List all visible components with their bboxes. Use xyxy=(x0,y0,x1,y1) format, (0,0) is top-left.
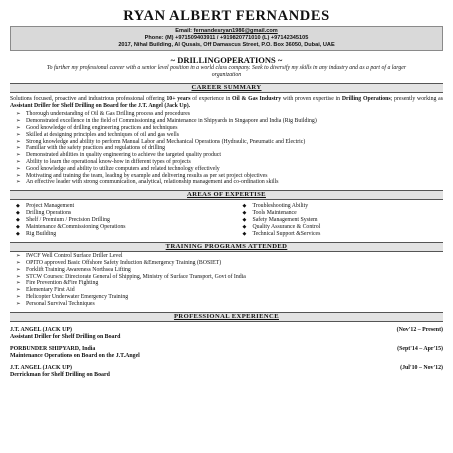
summary-bullet-item xyxy=(10,145,443,152)
arrow-bullet-icon: ➢ xyxy=(16,293,21,300)
expertise-label: Project Management xyxy=(26,203,75,210)
company-name: J.T. ANGEL (JACK UP) xyxy=(10,364,72,371)
section-title: CAREER SUMMARY xyxy=(191,84,262,92)
expertise-column-right xyxy=(217,203,444,238)
experience-entry xyxy=(10,365,443,379)
job-role: Derrickman for Shelf Drilling on Board xyxy=(10,371,110,378)
summary-bullet-text: Familiar with the safety practices and regulations of drilling xyxy=(26,145,166,152)
training-item xyxy=(10,287,443,294)
training-label: Helicopter Underwater Emergency Training xyxy=(26,293,129,300)
summary-highlight: Drilling Operations xyxy=(341,96,391,103)
summary-text: Solutions focused, proactive and industrious professional offering xyxy=(10,96,167,103)
experience-header xyxy=(10,365,443,372)
objective-title: ~ DRILLINGOPERATIONS ~ xyxy=(170,55,283,65)
summary-bullet-text: Demonstrated abilities in quality engineering to achieve the targeted quality product xyxy=(26,152,221,159)
section-title: AREAS OF EXPERTISE xyxy=(187,191,266,199)
training-item xyxy=(10,294,443,301)
expertise-grid xyxy=(10,203,443,238)
summary-highlight: 10+ years xyxy=(166,96,191,103)
expertise-label: Quality Assurance & Control xyxy=(252,224,321,231)
arrow-bullet-icon: ➢ xyxy=(16,259,21,266)
experience-entry xyxy=(10,346,443,360)
experience-header xyxy=(10,346,443,353)
arrow-bullet-icon: ➢ xyxy=(16,125,21,131)
objective-text: To further my professional career with a senior level position in a world class company. Seek to diversify my skills in any industry and as a part of a larger organization xyxy=(46,65,407,79)
arrow-bullet-icon: ➢ xyxy=(16,266,21,273)
employment-dates: (Nov'12 – Present) xyxy=(396,326,443,333)
training-label: IWCF Well Control Surface Driller Level xyxy=(26,253,123,260)
arrow-bullet-icon: ➢ xyxy=(16,280,21,287)
expertise-label: Troubleshooting Ability xyxy=(252,203,309,210)
email-label: Email: xyxy=(175,28,193,34)
summary-bullet-item xyxy=(10,132,443,139)
training-label: STCW Courses: Directorate General of Shipping, Ministry of Surface Transport, Govt of India xyxy=(26,273,246,280)
summary-bullet-text: Skilled at designing principles and techniques of oil and gas wells xyxy=(26,131,179,138)
arrow-bullet-icon: ➢ xyxy=(16,300,21,307)
diamond-bullet-icon: ◆ xyxy=(16,204,20,210)
summary-bullet-text: Motivating and training the team, leading by example and delivering results as per set project objectives xyxy=(26,172,268,179)
expertise-item xyxy=(237,203,444,210)
summary-text: of experience in xyxy=(190,96,233,103)
summary-bullet-text: Good knowledge and ability to utilize computers and related technology effectively xyxy=(26,165,220,172)
section-professional-experience xyxy=(10,312,443,322)
expertise-item xyxy=(237,217,444,224)
arrow-bullet-icon: ➢ xyxy=(16,172,21,179)
training-label: Elementary First Aid xyxy=(26,287,75,294)
summary-paragraph xyxy=(10,96,443,110)
arrow-bullet-icon: ➢ xyxy=(16,179,21,186)
experience-list xyxy=(10,327,443,379)
summary-bullet-item xyxy=(10,159,443,166)
training-label: Fire Prevention &Fire Fighting xyxy=(26,280,99,287)
arrow-bullet-icon: ➢ xyxy=(16,145,21,152)
training-item xyxy=(10,253,443,260)
arrow-bullet-icon: ➢ xyxy=(16,158,21,165)
summary-bullet-item xyxy=(10,125,443,132)
expertise-label: Rig Building xyxy=(26,231,57,238)
summary-text: with proven expertise in xyxy=(281,96,342,103)
summary-bullet-text: Thorough understanding of Oil & Gas Drilling process and procedures xyxy=(26,111,191,118)
expertise-label: Drilling Operations xyxy=(26,210,72,217)
training-item xyxy=(10,267,443,274)
summary-bullet-list xyxy=(10,111,443,186)
arrow-bullet-icon: ➢ xyxy=(16,152,21,159)
experience-entry xyxy=(10,327,443,341)
summary-highlight: Assistant Driller for Shelf Drilling on Board for the J.T. Angel (Jack Up). xyxy=(10,103,191,110)
arrow-bullet-icon: ➢ xyxy=(16,138,21,145)
training-item xyxy=(10,280,443,287)
arrow-bullet-icon: ➢ xyxy=(16,165,21,172)
employment-dates: (Sept'14 – Apr'15) xyxy=(397,345,443,352)
diamond-bullet-icon: ◆ xyxy=(16,211,20,217)
expertise-column-left xyxy=(10,203,217,238)
diamond-bullet-icon: ◆ xyxy=(16,232,20,238)
training-item xyxy=(10,274,443,281)
summary-bullet-text: An effective leader with strong communication, analytical, relationship management and co-ordination skills xyxy=(26,179,279,186)
contact-box xyxy=(10,26,443,51)
diamond-bullet-icon: ◆ xyxy=(242,225,247,231)
job-role: Assistant Driller for Shelf Drilling on Board xyxy=(10,333,121,340)
arrow-bullet-icon: ➢ xyxy=(16,111,21,118)
expertise-label: Safety Management System xyxy=(252,217,318,224)
expertise-label: Technical Support &Services xyxy=(252,231,321,238)
expertise-label: Tools Maintenance xyxy=(252,210,297,217)
resume-page xyxy=(10,8,443,379)
training-label: Personal Survival Techniques xyxy=(26,300,95,307)
summary-bullet-item xyxy=(10,152,443,159)
training-item xyxy=(10,260,443,267)
summary-bullet-item xyxy=(10,166,443,173)
email-line xyxy=(13,28,440,35)
section-areas-of-expertise xyxy=(10,190,443,200)
diamond-bullet-icon: ◆ xyxy=(242,218,247,224)
summary-bullet-text: Strong knowledge and ability to perform Manual Labor and Mechanical Operations (Hydraulic, Pneumatic and Electric) xyxy=(26,138,306,145)
arrow-bullet-icon: ➢ xyxy=(16,287,21,294)
summary-text: ; presently working as xyxy=(390,96,443,103)
training-item xyxy=(10,301,443,308)
arrow-bullet-icon: ➢ xyxy=(16,131,21,138)
expertise-item xyxy=(10,231,217,238)
summary-bullet-text: Good knowledge of drilling engineering practices and techniques xyxy=(26,125,178,131)
expertise-item xyxy=(10,217,217,224)
arrow-bullet-icon: ➢ xyxy=(16,273,21,280)
expertise-item xyxy=(10,224,217,231)
company-name: J.T. ANGEL (JACK UP) xyxy=(10,326,72,333)
email-link[interactable]: fernandesryan1986@gmail.com xyxy=(193,28,278,34)
arrow-bullet-icon: ➢ xyxy=(16,118,21,125)
arrow-bullet-icon: ➢ xyxy=(16,253,21,260)
diamond-bullet-icon: ◆ xyxy=(242,211,247,217)
section-training-programs xyxy=(10,242,443,252)
training-label: Forklift Training Awareness Northsea Lifting xyxy=(26,266,131,273)
diamond-bullet-icon: ◆ xyxy=(16,218,20,224)
section-title: PROFESSIONAL EXPERIENCE xyxy=(173,312,279,320)
expertise-item xyxy=(10,203,217,210)
summary-bullet-text: Ability to learn the operational know-how in different types of projects xyxy=(26,158,191,165)
diamond-bullet-icon: ◆ xyxy=(242,232,247,238)
summary-bullet-item xyxy=(10,118,443,125)
diamond-bullet-icon: ◆ xyxy=(242,204,247,210)
address-line: 2017, Nihal Building, Al Qusais, Off Damascus Street, P.O. Box 36050, Dubai, UAE xyxy=(118,42,335,48)
summary-bullet-item xyxy=(10,179,443,186)
training-list xyxy=(10,253,443,307)
employment-dates: (Jul'10 – Nov'12) xyxy=(400,364,443,371)
candidate-name: RYAN ALBERT FERNANDES xyxy=(123,8,330,24)
expertise-label: Maintenance &Commissioning Operations xyxy=(26,224,126,231)
expertise-item xyxy=(237,224,444,231)
job-role: Maintenance Operations on Board on the J.T.Angel xyxy=(10,352,140,359)
diamond-bullet-icon: ◆ xyxy=(16,225,20,231)
training-label: OPITO approved Basic Offshore Safety Induction &Emergency Training (BOSIET) xyxy=(26,259,222,266)
summary-highlight: Oil & Gas Industry xyxy=(232,96,282,103)
phone-line: Phone: (M) +971509403911 / +919820771010 (L) +97142345105 xyxy=(144,35,309,41)
experience-header xyxy=(10,327,443,334)
expertise-label: Shelf / Premium / Precision Drilling xyxy=(26,217,110,224)
company-name: PORBUNDER SHIPYARD, India xyxy=(10,345,96,352)
summary-bullet-text: Demonstrated excellence in the field of Commissioning and Maintenance in Shipyards in Singapore and India (Rig Building) xyxy=(26,118,317,125)
section-career-summary xyxy=(10,83,443,93)
section-title: TRAINING PROGRAMS ATTENDED xyxy=(165,243,288,251)
expertise-item xyxy=(237,231,444,238)
